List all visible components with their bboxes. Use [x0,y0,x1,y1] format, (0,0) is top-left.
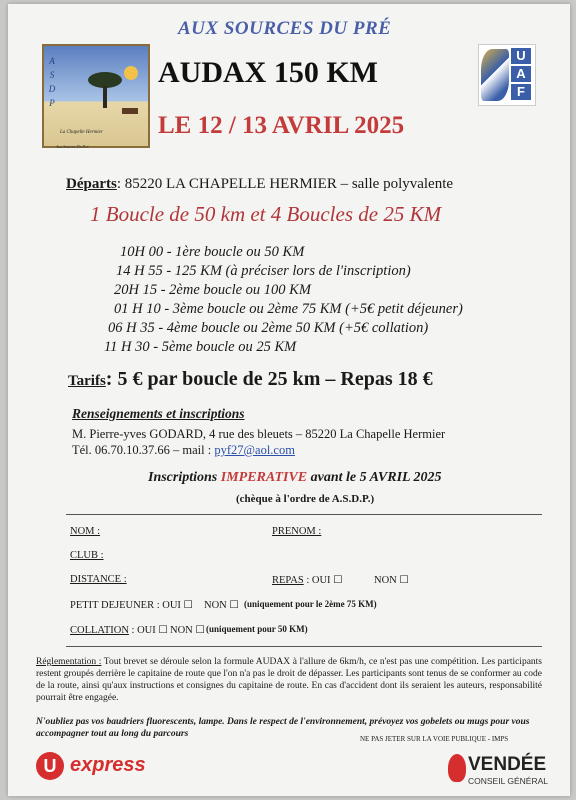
asdp-letters [46,54,58,110]
petit-dej-oui-checkbox[interactable]: PETIT DEJEUNER : OUI ☐ [70,600,193,611]
uaf-letter: F [511,84,531,100]
reglementation-text [36,656,542,704]
insc-imperative: IMPERATIVE [220,470,308,485]
tarifs-text: : 5 € par boucle de 25 km – Repas 18 € [105,368,433,390]
schedule-item: 01 H 10 - 3ème boucle ou 2ème 75 KM (+5€ petit déjeuner) [114,301,463,317]
boat-icon [122,108,138,114]
uaf-logo [478,44,536,106]
u-logo-icon: U [36,752,64,780]
collation-label: COLLATION [70,625,129,636]
event-date: LE 12 / 13 AVRIL 2025 [158,112,405,139]
contact-phone: Tél. 06.70.10.37.66 – mail : [72,443,215,457]
repas-line [272,574,343,586]
schedule-item: 20H 15 - 2ème boucle ou 100 KM [114,282,311,298]
form-divider-bottom [66,646,542,647]
vendee-logo [448,752,548,792]
logo-letter: P [49,98,55,108]
collation-line [70,624,168,636]
boucles-heading: 1 Boucle de 50 km et 4 Boucles de 25 KM [90,202,442,226]
departs-label: Départs [66,176,117,192]
conseil-general-word: CONSEIL GÉNÉRAL [468,776,548,786]
u-express-logo [36,746,166,786]
tarifs-label: Tarifs [68,373,106,389]
petit-dej-non-checkbox[interactable]: NON ☐ [204,600,239,611]
logo-subcaption: Aux Sources Du Pré [56,144,89,149]
event-title: AUDAX 150 KM [158,56,378,89]
sun-icon [124,66,138,80]
reminder-note: N'oubliez pas vos baudriers fluorescents, lampe. Dans le respect de l'environnement, prévoyez vos gobelets ou mugs pour vous accompagner tout au long du parcours [36,717,530,739]
departs-text: : 85220 LA CHAPELLE HERMIER – salle polyvalente [116,176,454,192]
departs-line [66,176,453,193]
ne-pas-jeter: NE PAS JETER SUR LA VOIE PUBLIQUE - IMPS [360,735,509,743]
schedule-item: 06 H 35 - 4ème boucle ou 2ème 50 KM (+5€ collation) [108,320,429,336]
logo-caption: La Chapelle Hermier [60,130,103,135]
contact-phone-line [72,443,295,458]
repas-non-checkbox[interactable]: NON ☐ [374,575,409,586]
petit-dej-note: (uniquement pour le 2ème 75 KM) [244,599,377,609]
collation-oui-checkbox[interactable]: : OUI ☐ [128,625,168,636]
insc-suffix: avant le 5 AVRIL 2025 [307,470,442,485]
vendee-word: VENDÉE [468,754,547,775]
insc-prefix: Inscriptions [148,470,221,485]
schedule-item: 14 H 55 - 125 KM (à préciser lors de l'inscription) [116,263,411,279]
collation-non-checkbox[interactable]: NON ☐ [170,625,205,636]
email-link[interactable]: pyf27@aol.com [214,443,295,457]
prenom-field[interactable]: PRENOM : [272,526,322,537]
uaf-letter: U [511,48,531,64]
reglementation-label: Réglementation : [36,657,102,667]
repas-label: REPAS [272,575,304,586]
form-divider-top [66,514,542,515]
repas-oui-checkbox[interactable]: : OUI ☐ [303,575,343,586]
eagle-icon [481,49,509,101]
asdp-logo [42,44,150,148]
u-express-word: express [70,754,146,776]
renseignements-heading: Renseignements et inscriptions [72,406,245,421]
logo-letter: D [48,84,56,94]
logo-letter: A [49,56,55,66]
schedule-item: 10H 00 - 1ère boucle ou 50 KM [120,244,305,260]
schedule-item: 11 H 30 - 5ème boucle ou 25 KM [104,339,297,355]
inscriptions-line [148,470,442,486]
cheque-note: (chèque à l'ordre de A.S.D.P.) [236,493,375,505]
tree-trunk [103,86,107,108]
vendee-heart-icon [448,754,466,782]
nom-field[interactable]: NOM : [70,526,101,537]
reglementation-body: Tout brevet se déroule selon la formule AUDAX à l'allure de 6km/h, ce n'est pas une compétition. Les participants restent groupés derrière le capitaine de route que l'on n'a pas le droit de dépasser. Les participants sont tenus de se conformer au code de la route, ainsi qu'aux instructions et consignes du capitaine de route. En cas d'accident dont ils seraient les auteurs, responsabilité pourrait être engagée. [36,657,543,703]
tarifs-line [68,368,433,391]
collation-note: (uniquement pour 50 KM) [206,624,308,634]
contact-address: M. Pierre-yves GODARD, 4 rue des bleuets – 85220 La Chapelle Hermier [72,427,446,441]
club-field[interactable]: CLUB : [70,550,104,561]
distance-field[interactable]: DISTANCE : [70,574,127,585]
flyer-sheet [8,4,570,796]
logo-letter: S [49,70,55,80]
uaf-letter: A [511,66,531,82]
organizer-name: AUX SOURCES DU PRÉ [178,18,392,39]
